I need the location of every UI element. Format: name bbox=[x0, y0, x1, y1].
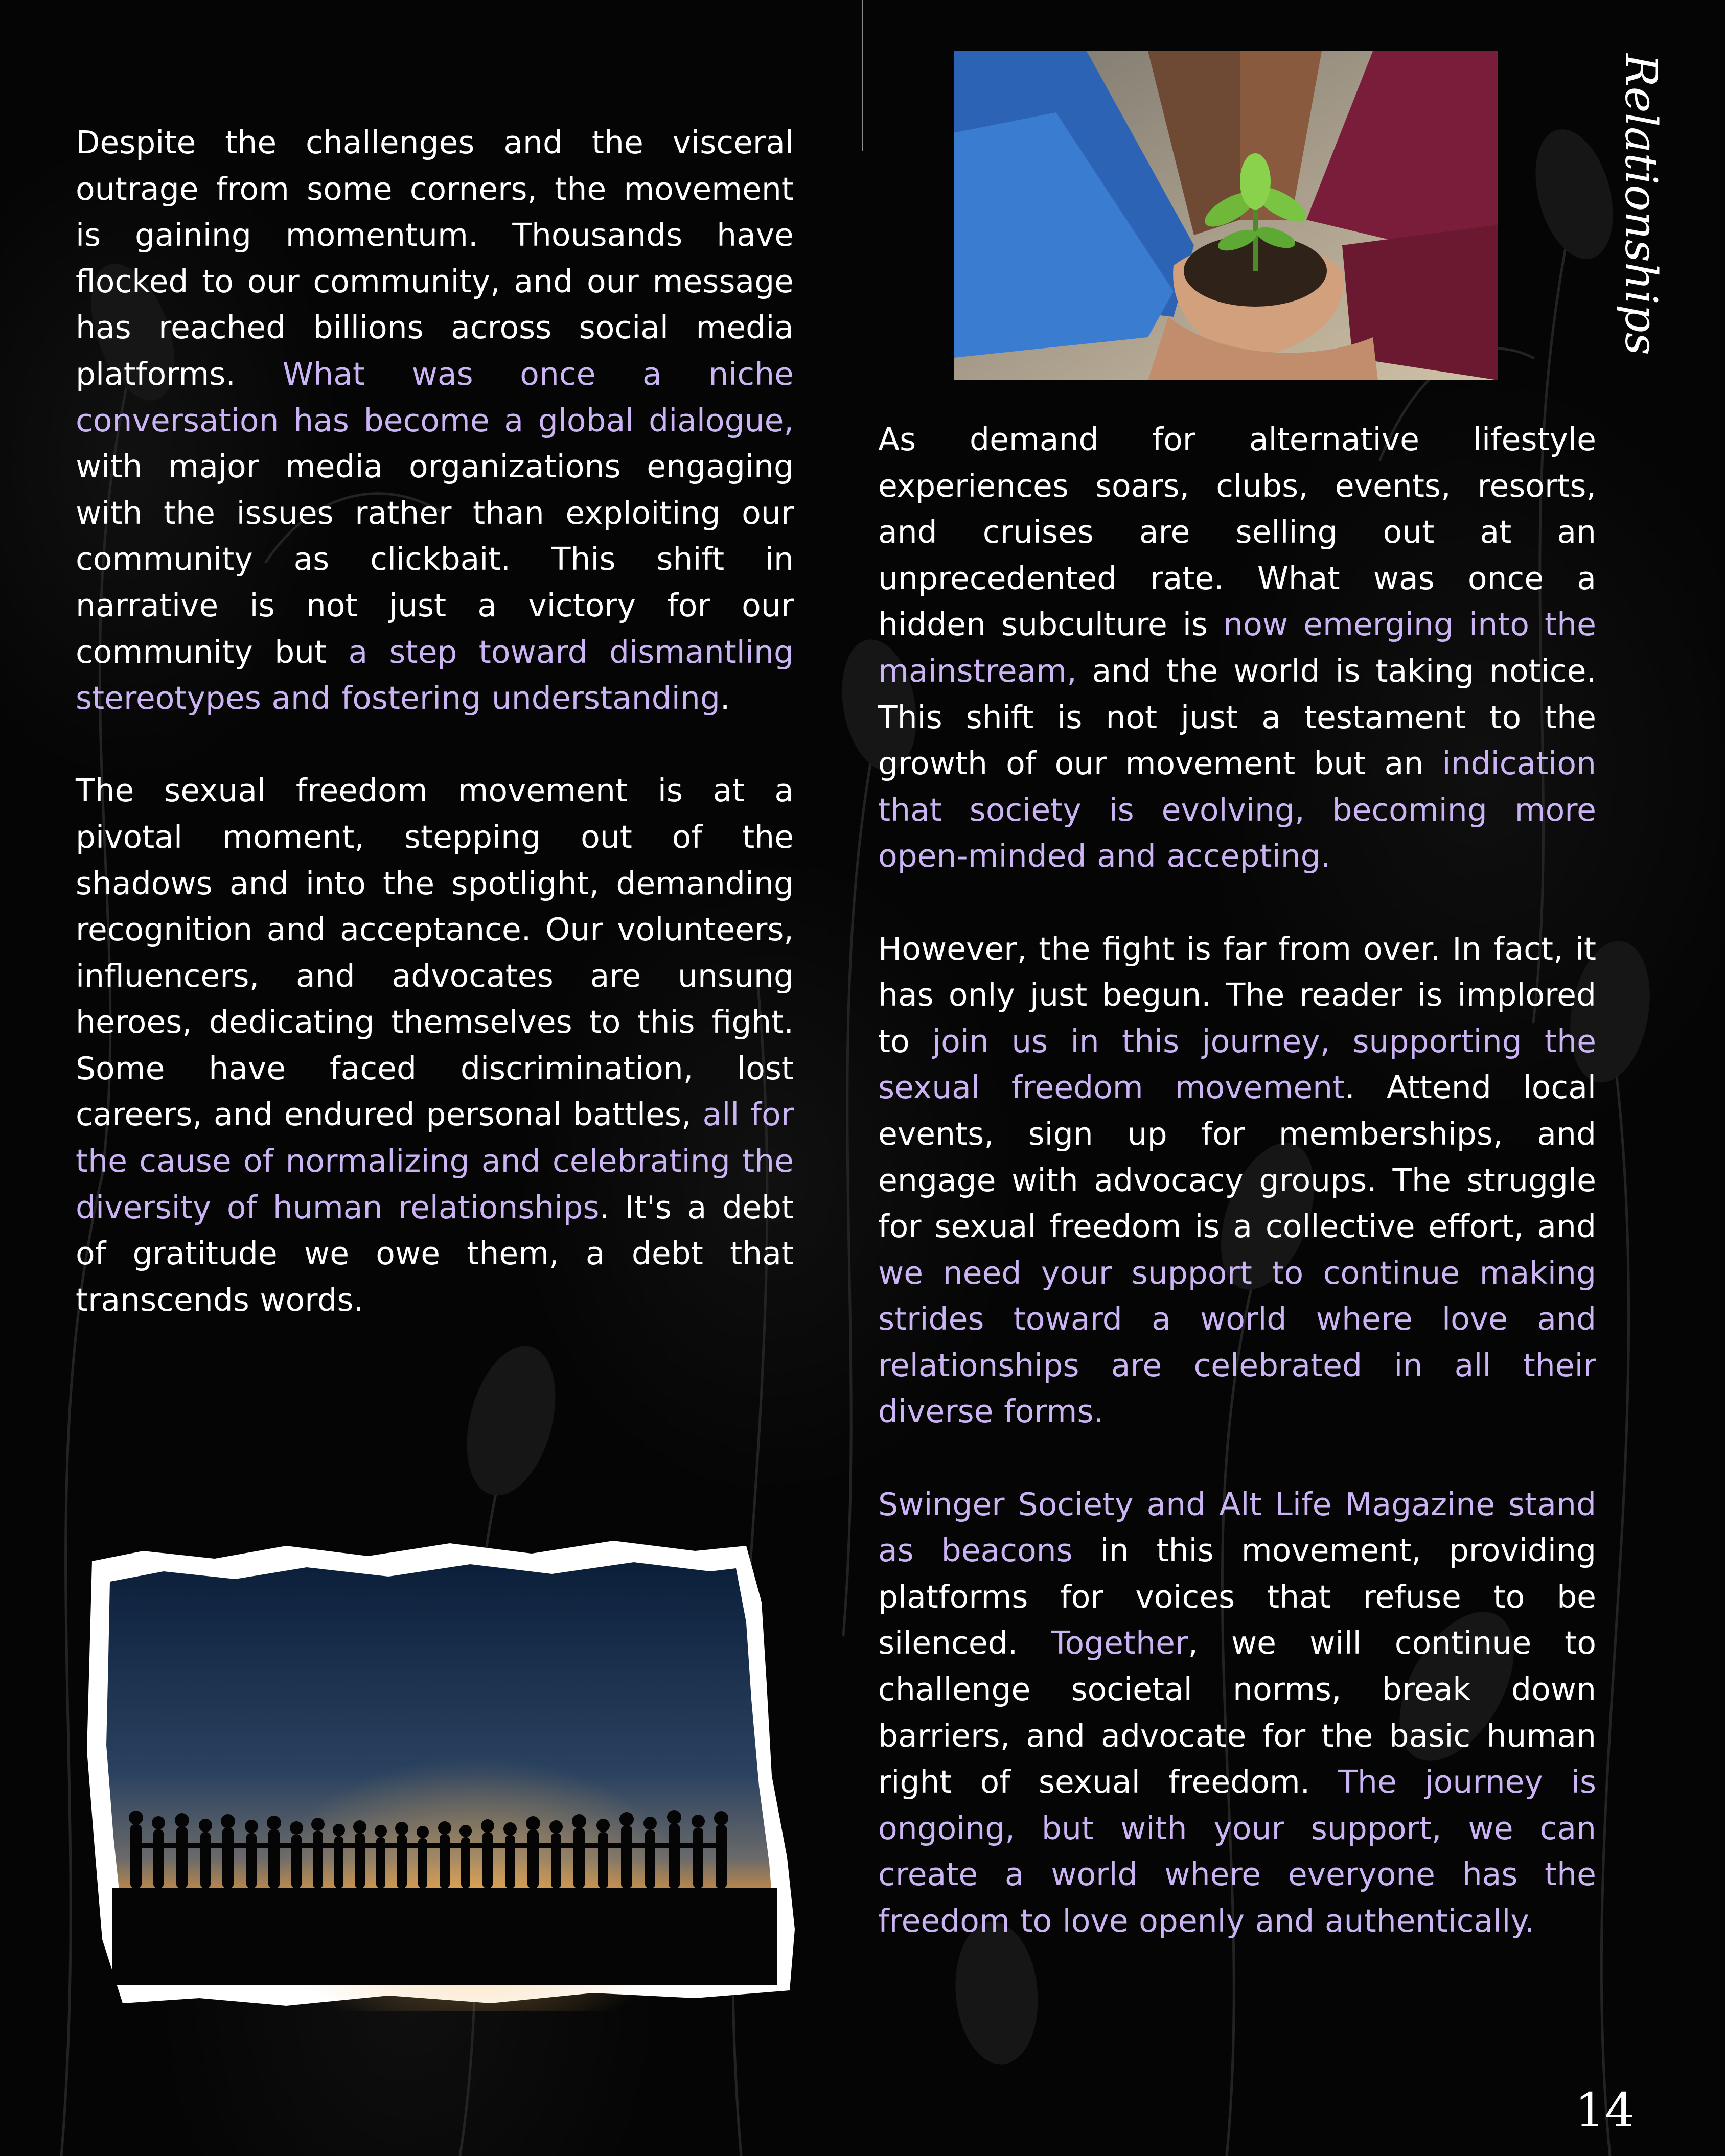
column-divider bbox=[862, 0, 863, 151]
section-label: Relationships bbox=[1615, 54, 1666, 355]
paragraph bbox=[76, 768, 794, 1323]
body-text: . bbox=[720, 680, 730, 717]
paragraph bbox=[878, 416, 1596, 879]
crowd-silhouette-photo bbox=[82, 1531, 800, 2011]
body-text: and the world is taking notice. This shift is not just a testament to the growth of our movement but an bbox=[878, 652, 1596, 782]
body-text: As demand for alternative lifestyle experiences soars, clubs, events, resorts, and cruises are selling out at an unprecedented rate. What was once a hidden subculture is bbox=[878, 421, 1596, 643]
highlight-text: indication that society is evolving, becoming more open-minded and accepting. bbox=[878, 745, 1596, 875]
highlight-text: Together bbox=[1051, 1625, 1188, 1662]
body-text: , we will continue to challenge societal norms, break down barriers, and advocate for the basic human right of sexual freedom. bbox=[878, 1625, 1596, 1801]
highlight-text: all for the cause of normalizing and celebrating the diversity of human relationships bbox=[76, 1096, 794, 1226]
seedling-hands-photo bbox=[954, 51, 1498, 380]
paragraph bbox=[878, 926, 1596, 1435]
highlight-text: a step toward dismantling stereotypes and fostering understanding bbox=[76, 633, 794, 717]
highlight-text: What was once a niche conversation has become a global dialogue, bbox=[76, 355, 794, 439]
page-number: 14 bbox=[1575, 2083, 1635, 2138]
body-text: . It's a debt of gratitude we owe them, a debt that transcends words. bbox=[76, 1189, 794, 1318]
highlight-text: we need your support to continue making strides toward a world where love and relationships are celebrated in all their diverse forms. bbox=[878, 1254, 1596, 1430]
paragraph bbox=[878, 1481, 1596, 1944]
body-text: with major media organizations engaging with the issues rather than exploiting our community as clickbait. This shift in narrative is not just a victory for our community but bbox=[76, 448, 794, 670]
body-text: However, the fight is far from over. In fact, it has only just begun. The reader is implored to bbox=[878, 930, 1596, 1060]
highlight-text: Swinger Society and Alt Life Magazine stand as beacons bbox=[878, 1486, 1596, 1569]
right-text-column bbox=[878, 416, 1596, 1944]
highlight-text: The journey is ongoing, but with your support, we can create a world where everyone has the freedom to love openly and authentically. bbox=[878, 1764, 1596, 1939]
highlight-text: join us in this journey, supporting the sexual freedom movement bbox=[878, 1023, 1596, 1106]
body-text: in this movement, providing platforms for voices that refuse to be silenced. bbox=[878, 1532, 1596, 1662]
body-text: Despite the challenges and the visceral outrage from some corners, the movement is gaining momentum. Thousands have flocked to our community, and our message has reached billions across social media platforms. bbox=[76, 124, 794, 392]
body-text: The sexual freedom movement is at a pivotal moment, stepping out of the shadows and into the spotlight, demanding recognition and acceptance. Our volunteers, influencers, and advocates are unsung heroes, dedicating themselves to this fight. Some have faced discrimination, lost careers, and endured personal battles, bbox=[76, 772, 794, 1133]
left-text-column bbox=[76, 120, 794, 1323]
body-text: . Attend local events, sign up for memberships, and engage with advocacy groups. The struggle for sexual freedom is a collective effort, and bbox=[878, 1069, 1596, 1245]
paragraph bbox=[76, 120, 794, 722]
highlight-text: now emerging into the mainstream, bbox=[878, 606, 1596, 689]
